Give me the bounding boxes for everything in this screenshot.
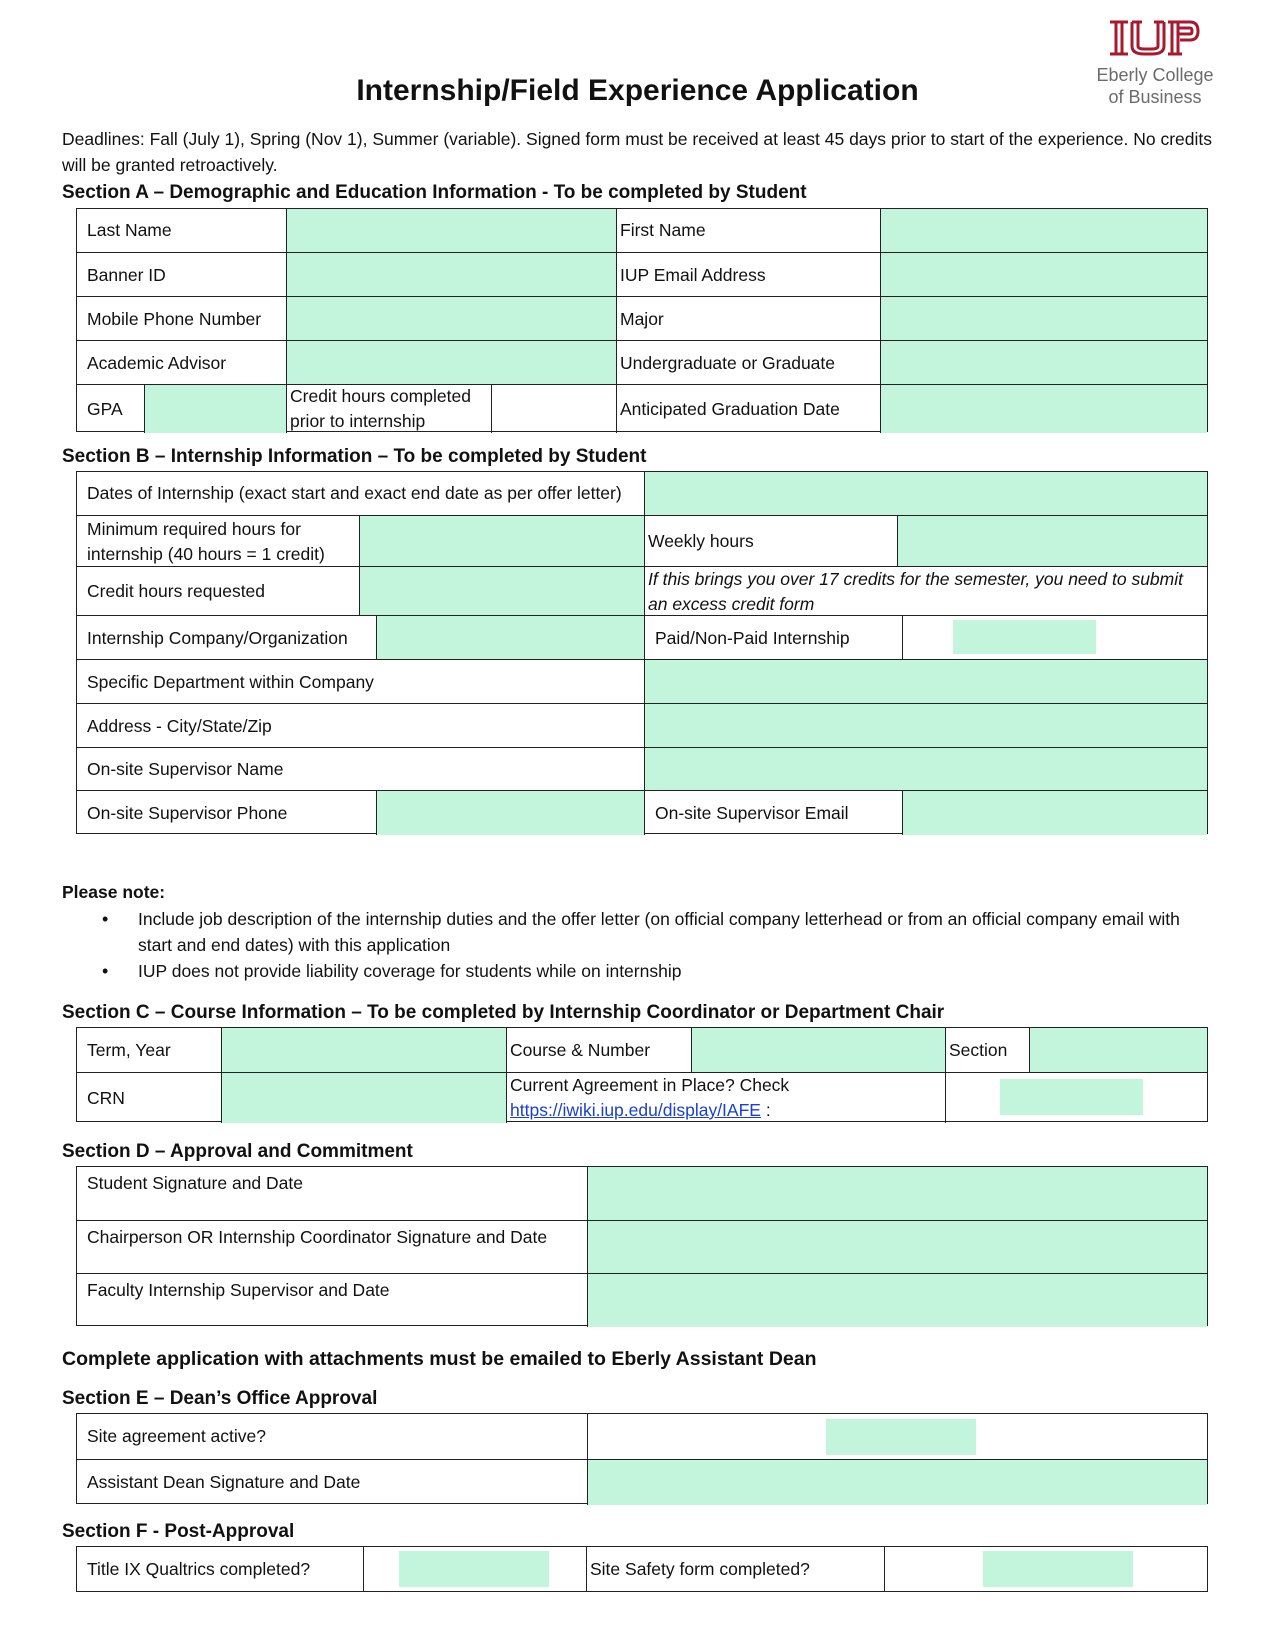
section-e-heading: Section E – Dean’s Office Approval	[62, 1388, 378, 1409]
graduation-date-field[interactable]	[880, 385, 1207, 433]
table-row	[77, 384, 1207, 433]
last-name-label: Last Name	[87, 220, 172, 240]
course-number-label: Course & Number	[506, 1028, 691, 1072]
chair-signature-label: Chairperson OR Internship Coordinator Signature and Date	[87, 1227, 548, 1247]
department-field[interactable]	[644, 660, 1207, 704]
min-hours-label: Minimum required hours for internship (40 hours = 1 credit)	[87, 518, 325, 564]
list-item	[96, 958, 1206, 984]
section-f-heading: Section F - Post-Approval	[62, 1521, 295, 1542]
supervisor-name-label: On-site Supervisor Name	[87, 759, 284, 779]
section-c-heading: Section C – Course Information – To be completed by Internship Coordinator or Department Chair	[62, 1002, 945, 1023]
table-row	[77, 515, 1207, 567]
notes-heading: Please note:	[62, 882, 166, 902]
asst-dean-signature-field[interactable]	[587, 1460, 1207, 1505]
supervisor-phone-label: On-site Supervisor Phone	[87, 802, 288, 823]
faculty-signature-label: Faculty Internship Supervisor and Date	[87, 1280, 390, 1300]
supervisor-name-field[interactable]	[644, 748, 1207, 791]
internship-dates-label: Dates of Internship (exact start and exact end date as per offer letter)	[87, 483, 622, 503]
section-f-table	[76, 1546, 1208, 1592]
iup-email-field[interactable]	[880, 253, 1207, 297]
course-number-field[interactable]	[691, 1028, 945, 1072]
excess-credit-note: If this brings you over 17 credits for the semester, you need to submit an excess credit form	[644, 567, 1207, 616]
table-row	[77, 472, 1207, 515]
term-year-field[interactable]	[221, 1028, 506, 1072]
table-row	[77, 566, 1207, 616]
academic-advisor-field[interactable]	[286, 341, 616, 385]
section-b-table	[76, 471, 1208, 834]
paid-label: Paid/Non-Paid Internship	[644, 616, 902, 660]
iup-logo	[1108, 20, 1200, 56]
faculty-signature-field[interactable]	[587, 1274, 1207, 1327]
weekly-hours-field[interactable]	[897, 516, 1207, 567]
note-text: Include job description of the internship duties and the offer letter (on official company letterhead or from an official company email with start and end dates) with this application	[138, 909, 1180, 955]
site-safety-field[interactable]	[983, 1551, 1133, 1587]
first-name-field[interactable]	[880, 209, 1207, 252]
address-label: Address - City/State/Zip	[87, 715, 272, 736]
submission-note: Complete application with attachments must be emailed to Eberly Assistant Dean	[62, 1348, 817, 1370]
department-label: Specific Department within Company	[87, 671, 374, 692]
graduation-date-label: Anticipated Graduation Date	[616, 385, 880, 433]
table-row	[77, 703, 1207, 748]
mobile-phone-label: Mobile Phone Number	[87, 308, 262, 329]
site-safety-label: Site Safety form completed?	[586, 1547, 884, 1591]
section-a-heading: Section A – Demographic and Education Information - To be completed by Student	[62, 182, 807, 203]
agreement-link[interactable]: https://iwiki.iup.edu/display/IAFE	[510, 1100, 761, 1120]
section-field[interactable]	[1029, 1028, 1207, 1072]
first-name-label: First Name	[616, 209, 880, 252]
table-row	[77, 252, 1207, 297]
student-signature-field[interactable]	[587, 1167, 1207, 1220]
table-row	[77, 1414, 1207, 1459]
college-name-line2: of Business	[1108, 87, 1202, 107]
agreement-cell	[506, 1073, 945, 1123]
section-e-table	[76, 1413, 1208, 1504]
paid-cell	[902, 616, 1207, 660]
term-year-label: Term, Year	[87, 1039, 171, 1060]
section-d-heading: Section D – Approval and Commitment	[62, 1141, 413, 1162]
bullet-icon: •	[102, 961, 109, 981]
weekly-hours-label: Weekly hours	[644, 516, 897, 567]
page-title: Internship/Field Experience Application	[356, 74, 919, 107]
notes-list	[96, 906, 1206, 984]
site-safety-cell	[884, 1547, 1207, 1591]
title-ix-label: Title IX Qualtrics completed?	[87, 1558, 311, 1579]
gpa-field[interactable]	[144, 385, 286, 433]
table-row	[77, 790, 1207, 835]
academic-advisor-label: Academic Advisor	[87, 352, 227, 373]
section-a-table	[76, 208, 1208, 432]
agreement-check-cell	[945, 1073, 1207, 1123]
site-agreement-label: Site agreement active?	[87, 1426, 266, 1446]
major-label: Major	[616, 297, 880, 341]
table-row	[77, 1220, 1207, 1274]
table-row	[77, 1167, 1207, 1220]
chair-signature-field[interactable]	[587, 1221, 1207, 1274]
supervisor-email-label: On-site Supervisor Email	[644, 791, 902, 835]
table-row	[77, 296, 1207, 341]
undergrad-or-grad-label: Undergraduate or Graduate	[616, 341, 880, 385]
section-d-table	[76, 1166, 1208, 1326]
section-b-heading: Section B – Internship Information – To be completed by Student	[62, 446, 647, 467]
crn-label: CRN	[87, 1087, 125, 1108]
mobile-phone-field[interactable]	[286, 297, 616, 341]
last-name-field[interactable]	[286, 209, 616, 252]
credit-hours-completed-label: Credit hours completed prior to internship	[286, 385, 491, 433]
asst-dean-signature-label: Assistant Dean Signature and Date	[87, 1472, 361, 1492]
banner-id-field[interactable]	[286, 253, 616, 297]
note-text: IUP does not provide liability coverage for students while on internship	[138, 961, 682, 981]
table-row	[77, 1072, 1207, 1123]
title-ix-cell	[363, 1547, 586, 1591]
table-row	[77, 209, 1207, 252]
site-agreement-field[interactable]	[826, 1419, 976, 1455]
section-label: Section	[945, 1028, 1029, 1072]
title-ix-field[interactable]	[399, 1551, 549, 1587]
agreement-label: Current Agreement in Place? Check	[510, 1075, 790, 1095]
iup-email-label: IUP Email Address	[616, 253, 880, 297]
table-row	[77, 1547, 1207, 1591]
major-field[interactable]	[880, 297, 1207, 341]
credit-requested-field[interactable]	[359, 567, 644, 616]
table-row	[77, 747, 1207, 791]
table-row	[77, 659, 1207, 704]
bullet-icon: •	[102, 909, 109, 929]
table-row	[77, 1459, 1207, 1505]
table-row	[77, 1028, 1207, 1072]
student-signature-label: Student Signature and Date	[87, 1173, 303, 1193]
table-row	[77, 615, 1207, 660]
credit-hours-completed-field[interactable]	[491, 385, 616, 433]
company-label: Internship Company/Organization	[87, 627, 348, 648]
agreement-check-field[interactable]	[1000, 1079, 1143, 1115]
college-name-line1: Eberly College	[1096, 65, 1214, 85]
undergrad-or-grad-field[interactable]	[880, 341, 1207, 385]
table-row	[77, 1273, 1207, 1327]
address-field[interactable]	[644, 704, 1207, 748]
credit-requested-label: Credit hours requested	[87, 581, 266, 601]
deadlines-text: Deadlines: Fall (July 1), Spring (Nov 1), Summer (variable). Signed form must be received at least 45 days prior to start of the experience. No credits will be granted retroactively.	[62, 129, 1212, 175]
gpa-label: GPA	[87, 398, 123, 419]
table-row	[77, 340, 1207, 385]
list-item	[96, 906, 1206, 958]
internship-dates-field[interactable]	[644, 472, 1207, 515]
agreement-colon: :	[760, 1100, 771, 1120]
supervisor-phone-field[interactable]	[376, 791, 644, 835]
supervisor-email-field[interactable]	[902, 791, 1207, 835]
paid-field[interactable]	[953, 620, 1096, 654]
company-field[interactable]	[376, 616, 644, 660]
section-c-table	[76, 1027, 1208, 1122]
site-agreement-cell	[587, 1414, 1207, 1459]
min-hours-field[interactable]	[359, 516, 644, 567]
banner-id-label: Banner ID	[87, 264, 166, 285]
crn-field[interactable]	[221, 1073, 506, 1123]
